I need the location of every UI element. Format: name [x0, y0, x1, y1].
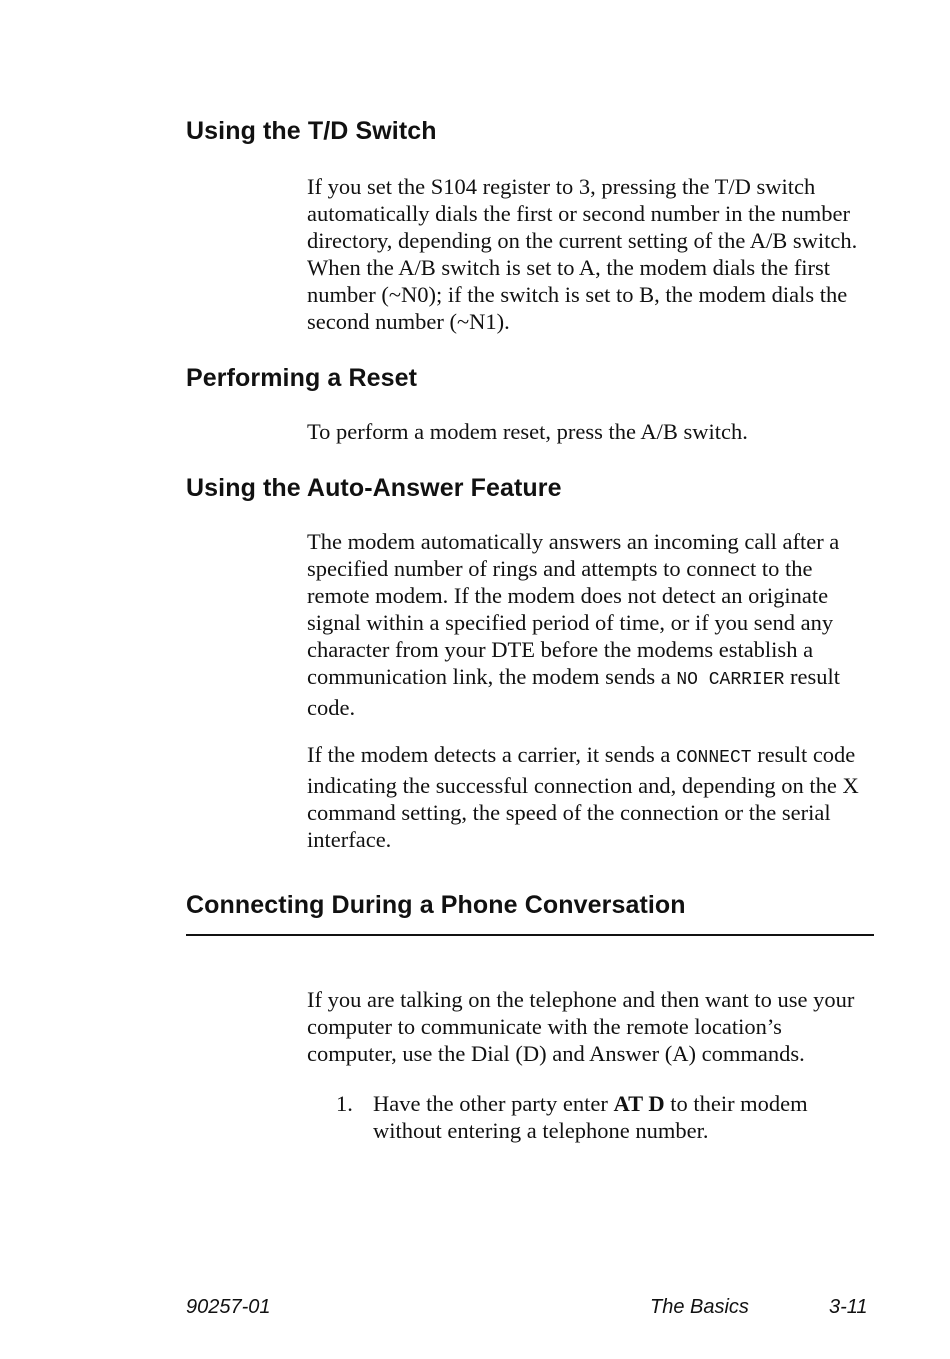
- list-item-text: [373, 1090, 873, 1144]
- heading-td-switch: Using the T/D Switch: [186, 117, 437, 145]
- paragraph-text: If the modem detects a carrier, it sends a: [307, 742, 676, 767]
- list-item-text-part: Have the other party enter: [373, 1091, 614, 1116]
- heading-phone-conversation: Connecting During a Phone Conversation: [186, 891, 686, 919]
- result-code-no-carrier: NO CARRIER: [676, 670, 785, 690]
- paragraph-reset: To perform a modem reset, press the A/B switch.: [307, 419, 748, 444]
- paragraph-auto-answer-1: [307, 528, 872, 721]
- paragraph-text: result code indicating the successful connection and, depending on the X command setting, the speed of the connection or the serial interface.: [307, 742, 859, 852]
- list-item-number: 1.: [336, 1091, 353, 1116]
- paragraph-phone-conversation: If you are talking on the telephone and then want to use your computer to communicate with the remote location’s computer, use the Dial (D) and Answer (A) commands.: [307, 987, 855, 1066]
- command-at-d: AT D: [613, 1091, 665, 1116]
- footer-doc-number: 90257-01: [186, 1296, 271, 1318]
- paragraph-text: The modem automatically answers an incoming call after a specified number of rings and attempts to connect to the remote modem. If the modem does not detect an originate signal within a specified period of time, or if you send any character from your DTE before the modems establish a communication link, the modem sends a: [307, 529, 840, 689]
- paragraph-td-switch: If you set the S104 register to 3, pressing the T/D switch automatically dials the first or second number in the number directory, depending on the current setting of the A/B switch. When the A/B switch is set to A, the modem dials the first number (~N0); if the switch is set to B, the modem dials the second number (~N1).: [307, 174, 858, 334]
- footer-chapter-title: The Basics: [650, 1296, 749, 1318]
- list-item-text-part: to their modem without entering a telephone number.: [373, 1091, 808, 1143]
- footer-page-number: 3-11: [829, 1296, 868, 1318]
- heading-auto-answer: Using the Auto-Answer Feature: [186, 474, 562, 502]
- section-divider: [186, 934, 874, 936]
- paragraph-auto-answer-2: [307, 741, 872, 853]
- result-code-connect: CONNECT: [675, 748, 752, 768]
- paragraph-text: result code.: [307, 664, 840, 720]
- heading-reset: Performing a Reset: [186, 364, 418, 392]
